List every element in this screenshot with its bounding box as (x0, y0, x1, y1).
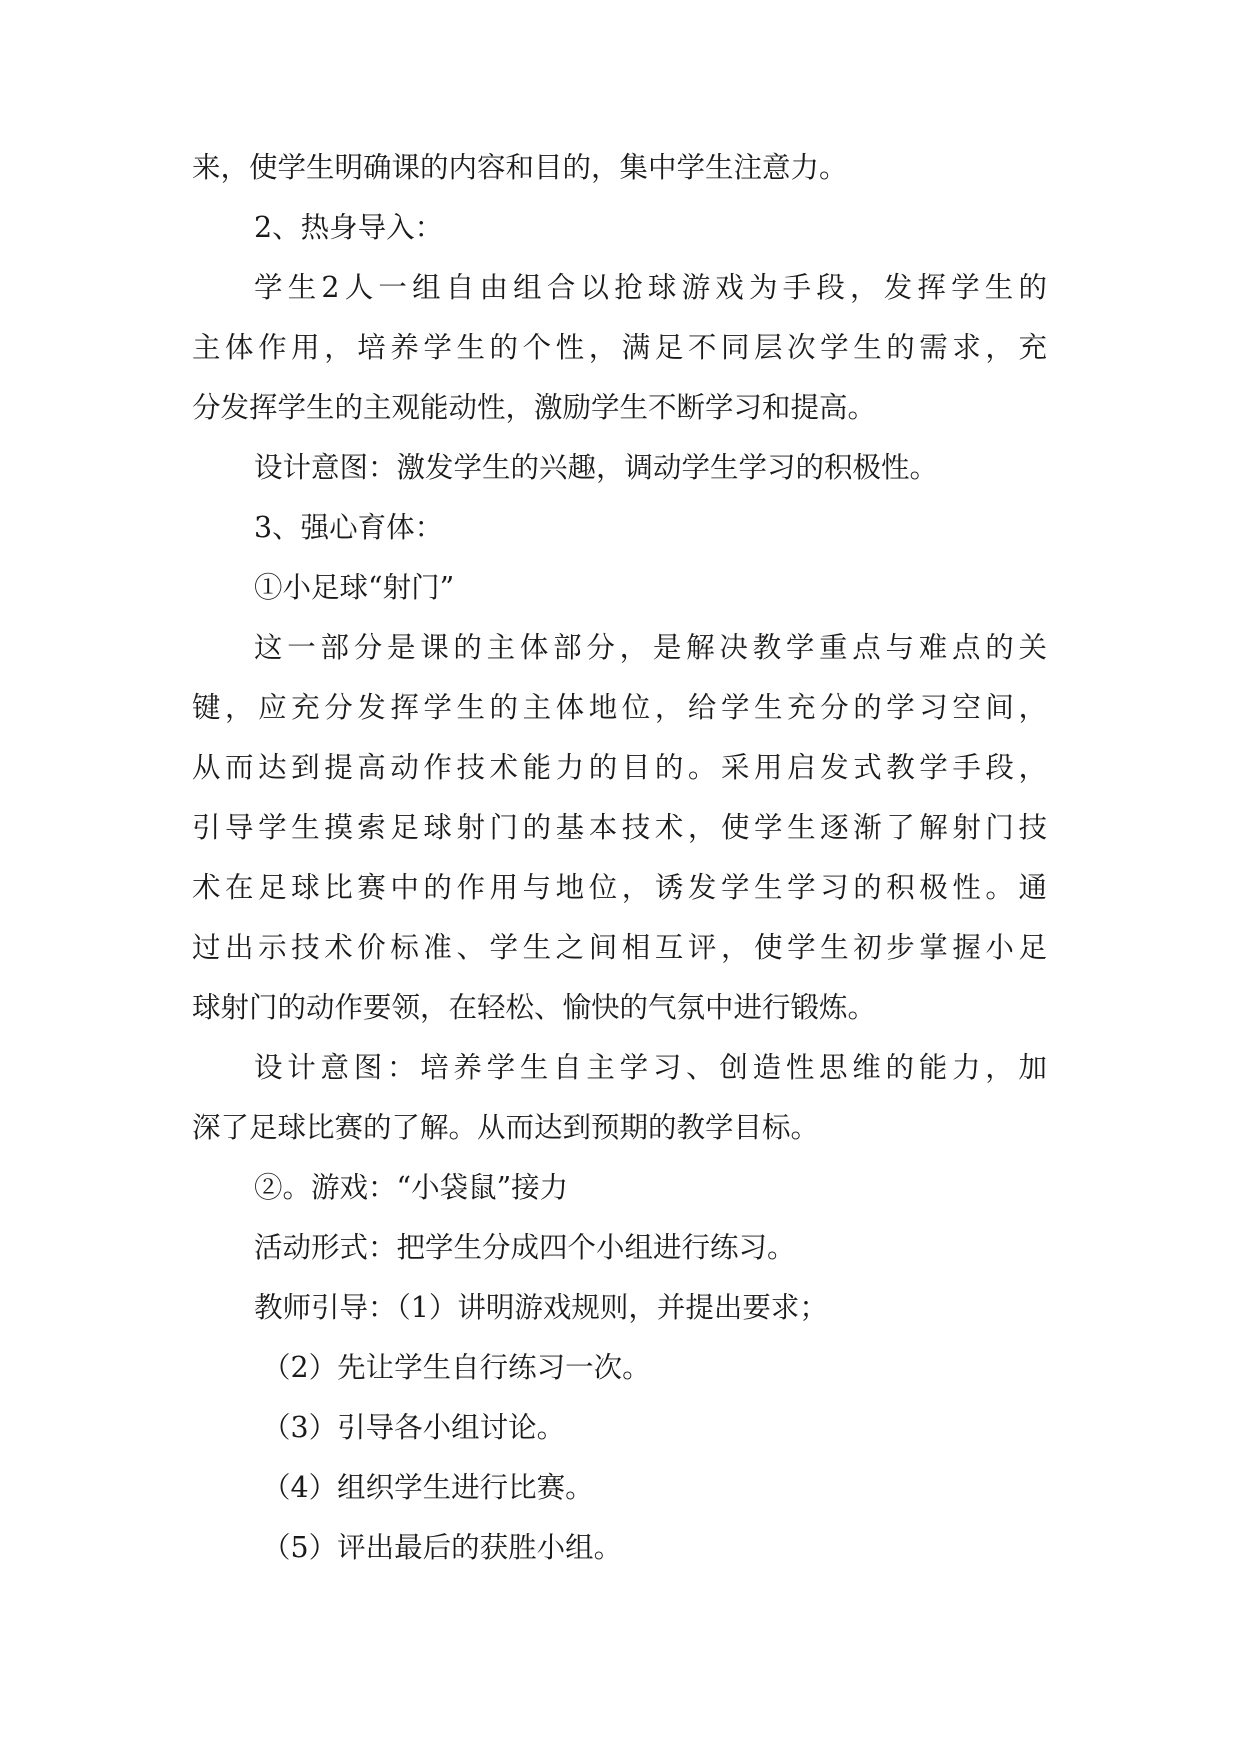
paragraph-line: 学生2人一组自由组合以抢球游戏为手段，发挥学生的 (254, 271, 1047, 304)
paragraph-line: 术在足球比赛中的作用与地位，诱发学生学习的积极性。通 (192, 871, 1047, 904)
design-intent-line: 设计意图：激发学生的兴趣，调动学生学习的积极性。 (254, 451, 939, 484)
paragraph-line: 过出示技术价标准、学生之间相互评，使学生初步掌握小足 (192, 931, 1047, 964)
subsection-heading: ②。游戏：“小袋鼠”接力 (254, 1171, 569, 1204)
guide-step: （3）引导各小组讨论。 (262, 1411, 566, 1444)
paragraph-line: 深了足球比赛的了解。从而达到预期的教学目标。 (192, 1111, 820, 1144)
guide-step: （4）组织学生进行比赛。 (262, 1471, 594, 1504)
activity-form-line: 活动形式：把学生分成四个小组进行练习。 (254, 1231, 796, 1264)
paragraph-line: 引导学生摸索足球射门的基本技术，使学生逐渐了解射门技 (192, 811, 1047, 844)
guide-step: （5）评出最后的获胜小组。 (262, 1531, 623, 1564)
paragraph-line: 这一部分是课的主体部分，是解决教学重点与难点的关 (254, 631, 1047, 664)
paragraph-line: 键，应充分发挥学生的主体地位，给学生充分的学习空间， (192, 691, 1047, 724)
section-heading: 3、强心育体： (254, 511, 444, 544)
guide-step: （2）先让学生自行练习一次。 (262, 1351, 651, 1384)
paragraph-line: 主体作用，培养学生的个性，满足不同层次学生的需求，充 (192, 331, 1047, 364)
section-heading: 2、热身导入： (254, 211, 444, 244)
paragraph-line: 从而达到提高动作技术能力的目的。采用启发式教学手段， (192, 751, 1047, 784)
paragraph-line: 来，使学生明确课的内容和目的，集中学生注意力。 (192, 151, 848, 184)
teacher-guide-line: 教师引导：（1）讲明游戏规则，并提出要求； (254, 1291, 828, 1324)
subsection-heading: ①小足球“射门” (254, 571, 455, 604)
paragraph-line: 球射门的动作要领，在轻松、愉快的气氛中进行锻炼。 (192, 991, 877, 1024)
paragraph-line: 分发挥学生的主观能动性，激励学生不断学习和提高。 (192, 391, 877, 424)
design-intent-line: 设计意图：培养学生自主学习、创造性思维的能力，加 (254, 1051, 1047, 1084)
